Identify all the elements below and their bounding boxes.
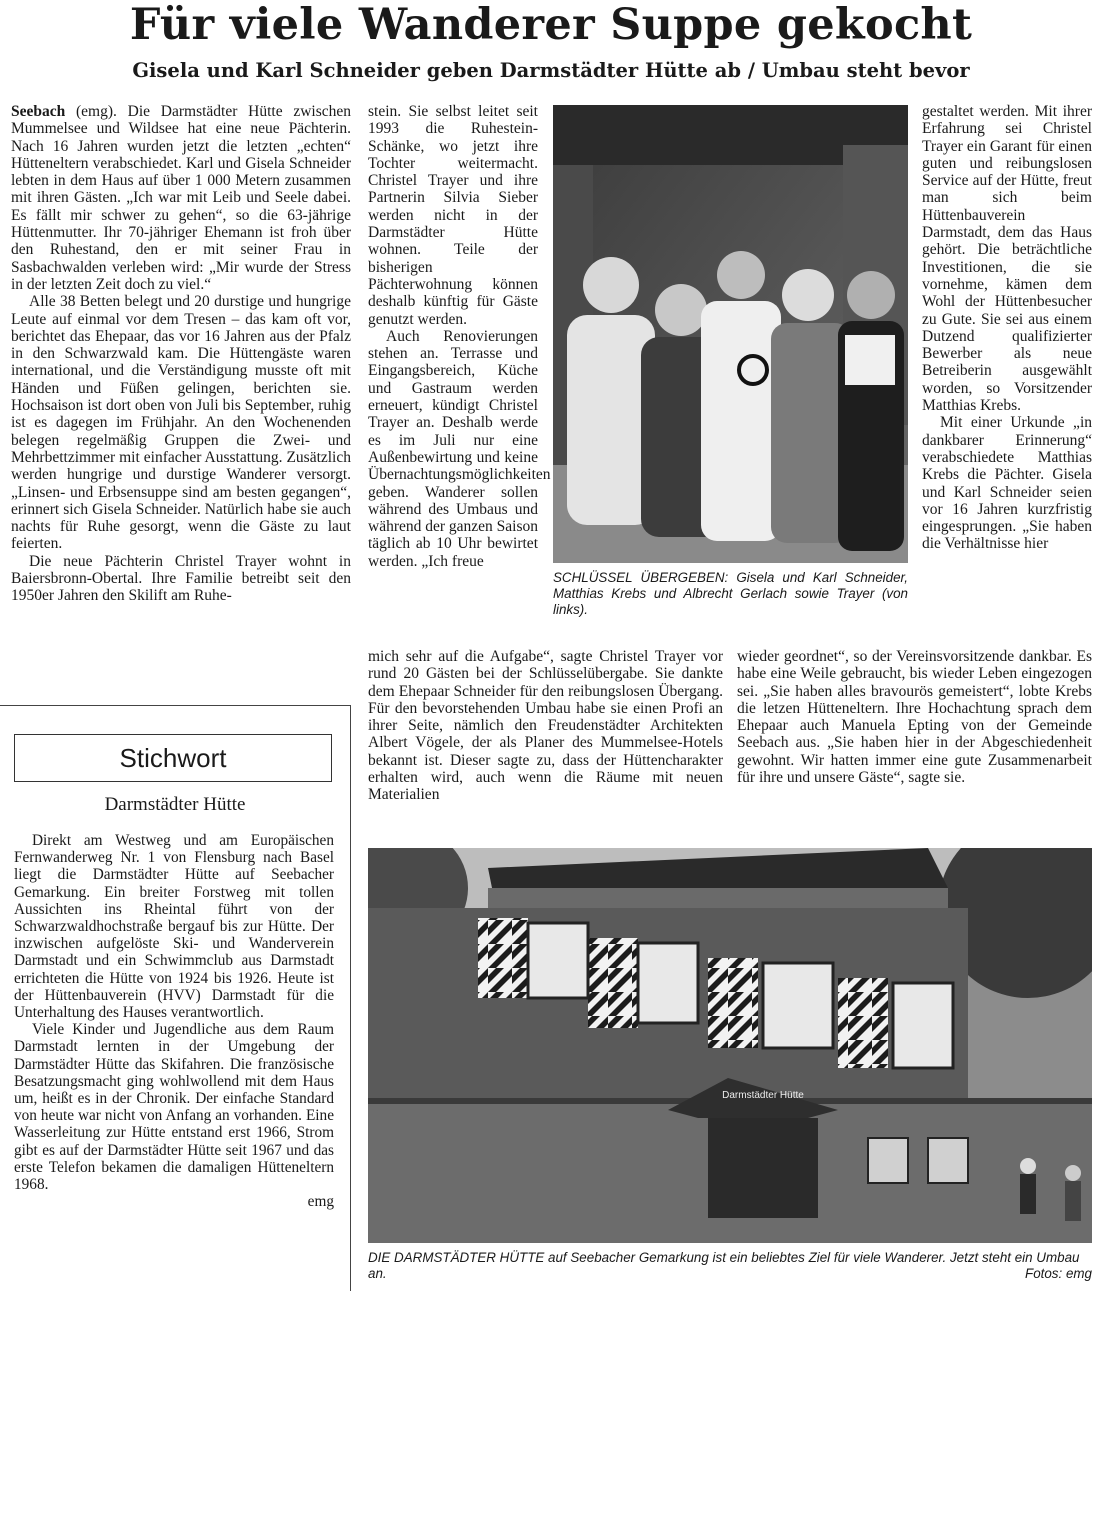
article-paragraph: Auch Renovierungen stehen an. Terrasse und Eingangsbereich, Küche und Gastraum werden erneuert, kündigt Christel Trayer an. Deshalb werde es im Juli nur eine Außenbewirtung und keine Übernachtungsmöglichkeiten geben. Wanderer sollen während des Umbaus und während der ganzen Saison täglich ab 10 Uhr bewirtet werden. „Ich freue	[368, 327, 551, 570]
article-paragraph	[11, 103, 351, 293]
subheadline: Gisela und Karl Schneider geben Darmstädter Hütte ab / Umbau steht bevor	[132, 59, 970, 82]
photo-key-handover-image	[553, 105, 908, 563]
sidebar-text	[14, 832, 334, 1210]
headline: Für viele Wanderer Suppe gekocht	[129, 0, 973, 50]
sidebar-signature: emg	[307, 1193, 334, 1211]
article-column-2	[368, 103, 551, 570]
article-paragraph: wieder geordnet“, so der Vereinsvorsitzende dankbar. Es habe eine Weile gebraucht, bis wieder Leben eingezogen sei. „Sie haben alles bravourös gemeistert“, lobte Krebs die letzen Hütteneltern. Ihre Hochachtung sprach dem Ehepaar auch Manuela Epting von der Gemeinde Seebach aus. „Sie haben hier in der Abgeschiedenheit gewohnt. Wir hatten immer eine gute Zusammenarbeit für ihre und unsere Gäste“, sagte sie.	[737, 648, 1092, 787]
photo-hut	[368, 848, 1092, 1243]
photo-hut-caption	[368, 1250, 1092, 1282]
paragraph-text: (emg). Die Darmstädter Hütte zwischen Mummelsee und Wildsee hat eine neue Pächterin. Nach 16 Jahren wurden jetzt die letzten „echten“ Hütteneltern verabschiedet. Karl und Gisela Schneider lebten in dem Haus auf über 1 000 Metern zusammen mit ihren Gästen. „Ich war mit Leib und Seele dabei. Es fällt mir schwer zu gehen“, so die 63-jährige Hüttenmutter. Ihr 70-jähriger Ehemann ist froh über den Ruhestand, den er mit seiner Frau in Sasbachwalden verleben wird: „Mir wurde der Stress in der letzten Zeit doch zu viel.“	[11, 103, 351, 293]
sidebar-paragraph: Direkt am Westweg und am Europäischen Fernwanderweg Nr. 1 von Flensburg nach Basel liegt die Darmstädter Hütte auf Seebacher Gemarkung. Ein breiter Forstweg mit tollen Aussichten ins Rheintal führt von der Schwarzwaldhochstraße bergauf bis zur Hütte. Der inzwischen aufgelöste Ski- und Wanderverein Darmstadt und ein Schwimmclub aus Darmstadt errichteten die Hütte von 1924 bis 1926. Heute ist der Hüttenbauverein (HVV) Darmstadt für die Unterhaltung des Hauses verantwortlich.	[14, 832, 334, 1022]
dateline: Seebach	[11, 103, 66, 120]
hut-sign-text: Darmstädter Hütte	[722, 1090, 804, 1101]
article-column-4	[922, 103, 1092, 553]
sidebar-label: Stichwort	[14, 734, 332, 782]
article-paragraph: mich sehr auf die Aufgabe“, sagte Christel Trayer vor rund 20 Gästen bei der Schlüsselübergabe. Sie dankte dem Ehepaar Schneider für den reibungslosen Übergang. Für den bevorstehenden Umbau habe sie einen Profi an ihrer Seite, nämlich den Freudenstädter Architekten Albert Vögele, der als Planer des Mummelsee-Hotels bekannt ist. Dieser sagte zu, dass der Hüttencharakter erhalten wird, auch wenn die Räume mit neuen Materialien	[368, 648, 723, 804]
photo-credit: Fotos: emg	[1025, 1266, 1092, 1281]
article-paragraph: stein. Sie selbst leitet seit 1993 die Ruhestein-Schänke, wo jetzt ihre Tochter weitermacht. Christel Trayer und ihre Partnerin Silvia Sieber werden nicht in der Darmstädter Hütte wohnen. Teile der bisherigen Pächterwohnung können deshalb künftig für Gäste genutzt werden.	[368, 103, 538, 328]
article-paragraph: Mit einer Urkunde „in dankbarer Erinnerung“ verabschiedete Matthias Krebs die Pächter. Gisela und Karl Schneider seien vor 16 Jahren kurzfristig eingesprungen. „Sie haben die Verhältnisse hier	[922, 414, 1092, 553]
photo-hut-image	[368, 848, 1092, 1243]
photo-hut-caption-text: DIE DARMSTÄDTER HÜTTE auf Seebacher Gemarkung ist ein beliebtes Ziel für viele Wanderer. Jetzt steht ein Umbau an.	[368, 1250, 1080, 1281]
article-paragraph: gestaltet werden. Mit ihrer Erfahrung sei Christel Trayer ein Garant für einen guten und reibungslosen Service auf der Hütte, freut man sich beim Hüttenbauverein Darmstadt, dem das Haus gehört. Die beträchtliche Investitionen, die sie vornehme, kämen dem Wohl der Hüttenbesucher zu Gute. Sie sei aus einem Dutzend qualifizierter Bewerber als neue Betreiberin ausgewählt worden, so Vorsitzender Matthias Krebs.	[922, 103, 1092, 415]
sidebar-paragraph: Viele Kinder und Jugendliche aus dem Raum Darmstadt lernten in der Umgebung der Darmstädter Hütte das Skifahren. Die französische Besatzungsmacht ging wohlwollend mit dem Haus um, heißt es in der Chronik. Der einfache Standard von heute war nicht von Anfang an vorhanden. Eine Wasserleitung zur Hütte entstand erst 1966, Strom gibt es auf der Darmstädter Hütte seit 1967 und das erste Telefon bekamen die damaligen Hütteneltern 1968.	[14, 1021, 334, 1194]
sidebar-title: Darmstädter Hütte	[104, 794, 246, 815]
article-column-2-continued	[368, 648, 723, 804]
photo-key-handover-caption: SCHLÜSSEL ÜBERGEBEN: Gisela und Karl Schneider, Matthias Krebs und Albrecht Gerlach sowie Trayer (von links).	[553, 570, 908, 617]
article-paragraph: Alle 38 Betten belegt und 20 durstige und hungrige Leute auf einmal vor dem Tresen – das kam oft vor, berichtet das Ehepaar, das vor 16 Jahren aus der Pfalz in den Schwarzwald kam. Die Hüttengäste waren international, und die Verständigung musste oft mit Händen und Füßen gelingen, berichten sie. Hochsaison ist dort oben von Juli bis September, ruhig ist es dagegen im Frühjahr. An den Wochenenden belegen regelmäßig Gruppen die Zwei- und Mehrbettzimmer mit einfacher Ausstattung. Zusätzlich werden hungrige und durstige Wanderer versorgt. „Linsen- und Erbsensuppe sind am besten gegangen“, erinnert sich Gisela Schneider. Natürlich habe sie auch nachts für Ruhe gesorgt, wenn die Gäste zu laut feierten.	[11, 293, 351, 553]
article-paragraph: Die neue Pächterin Christel Trayer wohnt in Baiersbronn-Obertal. Ihre Familie betreibt seit den 1950er Jahren den Skilift am Ruhe-	[11, 552, 351, 605]
photo-key-handover	[553, 105, 908, 563]
article-column-1	[11, 103, 351, 605]
article-column-4-continued	[737, 648, 1092, 786]
